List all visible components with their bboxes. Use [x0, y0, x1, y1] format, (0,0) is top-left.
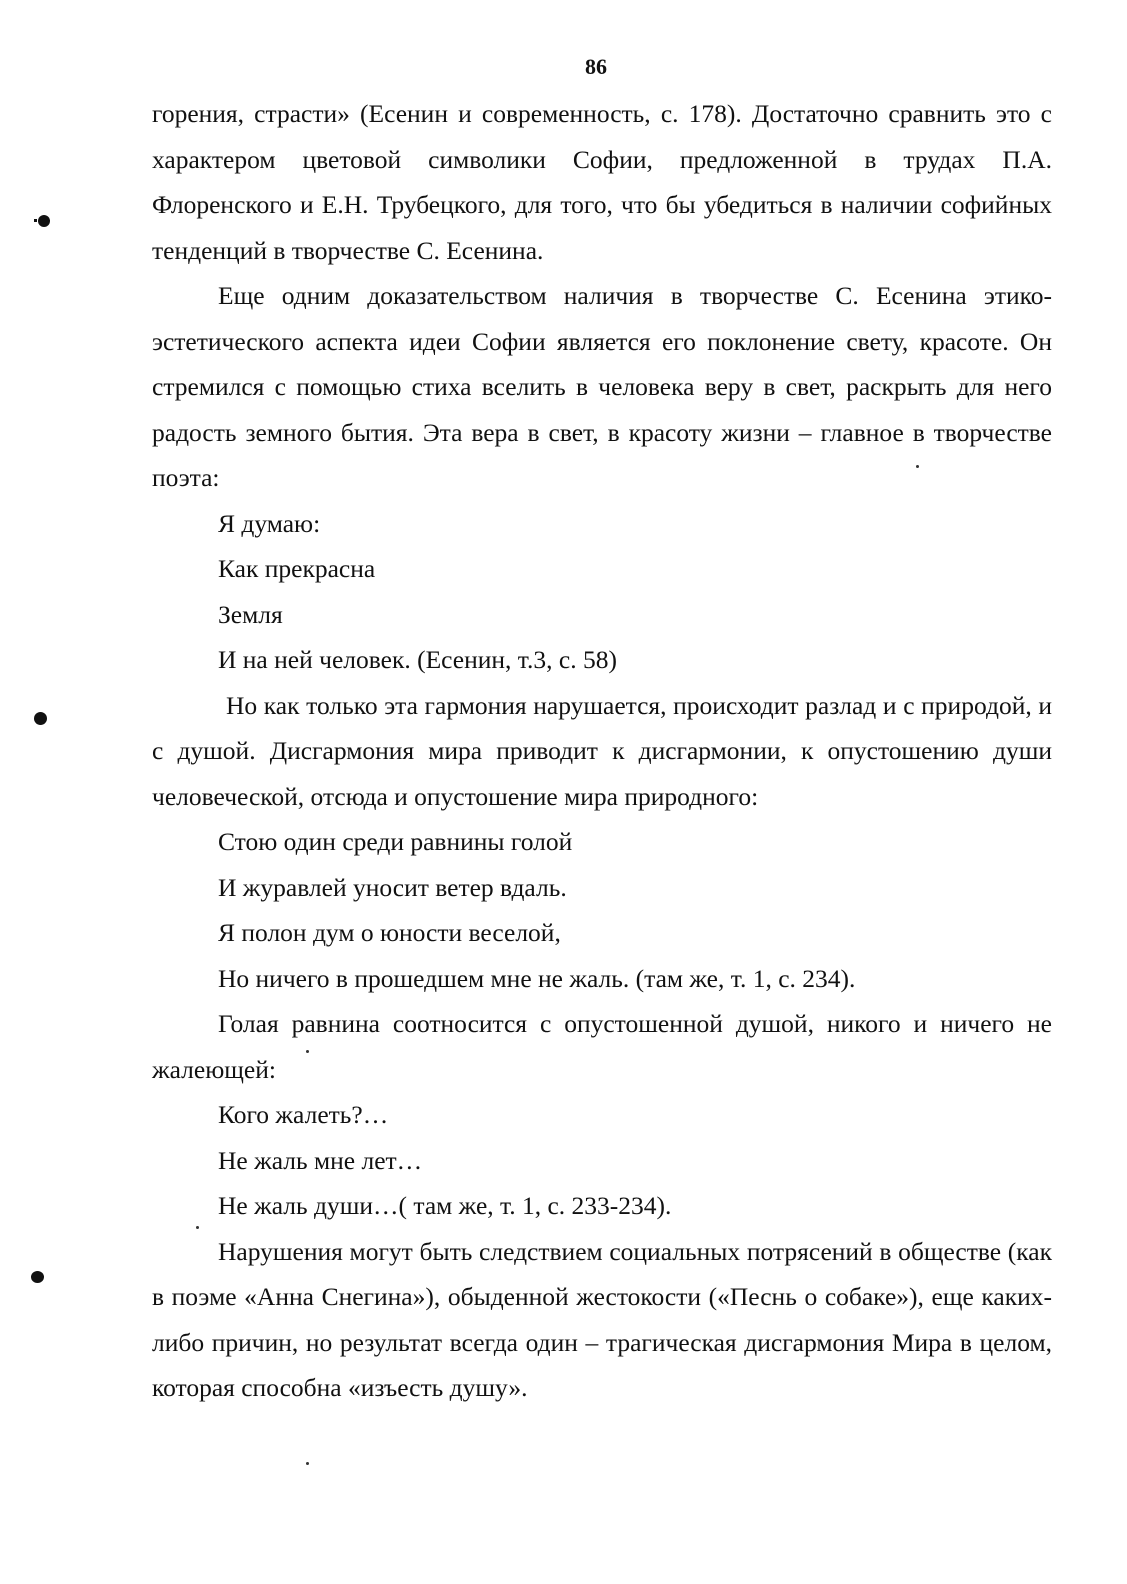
paragraph-3: Но как только эта гармония нарушается, происходит разлад и с природой, и с душой. Дисгармония мира приводит к дисгармонии, к опустошению души человеческой, отсюда и опустошение мира природного: [152, 690, 1052, 811]
verse-line: Не жаль души…( там же, т. 1, с. 233-234). [218, 1191, 672, 1220]
punch-hole-mark [38, 215, 50, 227]
verse-line: Я полон дум о юности веселой, [218, 918, 561, 947]
verse-block-3 [152, 1092, 1052, 1229]
scan-speck [916, 465, 919, 468]
verse-line: И на ней человек. (Есенин, т.3, с. 58) [218, 645, 617, 674]
verse-line: Стою один среди равнины голой [218, 827, 573, 856]
scan-speck [306, 1462, 309, 1465]
verse-line: Кого жалеть?… [218, 1100, 389, 1129]
scan-speck [306, 1050, 309, 1053]
verse-block-2 [152, 819, 1052, 1001]
page-number: 86 [585, 54, 607, 79]
verse-line: Земля [218, 599, 283, 629]
verse-line: Я думаю: [218, 508, 321, 538]
verse-line: Но ничего в прошедшем мне не жаль. (там же, т. 1, с. 234). [218, 963, 856, 993]
paragraph-1: горения, страсти» (Есенин и современность, с. 178). Достаточно сравнить это с характером цветовой символики Софии, предложенной в трудах П.А. Флоренского и Е.Н. Трубецкого, для того, что бы убедиться в наличии софийных тенденций в творчестве С. Есенина. [152, 99, 1052, 265]
paragraph-4: Голая равнина соотносится с опустошенной душой, никого и ничего не жалеющей: [152, 1009, 1052, 1084]
scan-speck [196, 1226, 199, 1229]
punch-hole-mark [31, 1271, 44, 1283]
verse-line: Не жаль мне лет… [218, 1145, 423, 1175]
paragraph-2: Еще одним доказательством наличия в творчестве С. Есенина этико-эстетического аспекта идеи Софии является его поклонение свету, красоте. Он стремился с помощью стиха вселить в человека веру в свет, раскрыть для него радость земного бытия. Эта вера в свет, в красоту жизни – главное в творчестве поэта: [152, 281, 1052, 492]
paragraph-5: Нарушения могут быть следствием социальных потрясений в обществе (как в поэме «Анна Снегина»), обыденной жестокости («Песнь о собаке»), еще каких-либо причин, но результат всегда один – трагическая дисгармония Мира в целом, которая способна «изъесть душу». [152, 1236, 1052, 1402]
punch-hole-mark [34, 712, 47, 725]
verse-block-1 [152, 501, 1052, 683]
punch-hole-mark [34, 219, 37, 222]
body-text [152, 91, 1052, 1411]
verse-line: Как прекрасна [218, 554, 376, 583]
verse-line: И журавлей уносит ветер вдаль. [218, 872, 567, 902]
